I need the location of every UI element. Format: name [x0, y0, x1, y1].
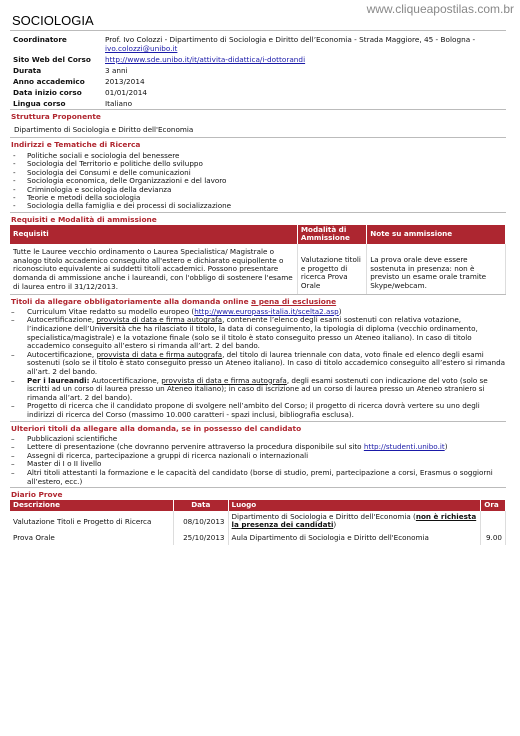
section-header-struttura: Struttura Proponente [10, 109, 506, 122]
document [10, 13, 506, 545]
col-ora: Ora [481, 500, 506, 511]
cell-data: 25/10/2013 [174, 532, 229, 545]
studenti-link[interactable]: http://studenti.unibo.it [363, 442, 445, 452]
section-header-ulteriori: Ulteriori titoli da allegare alla domanda, se in possesso del candidato [10, 421, 506, 434]
item-text: ) [338, 306, 342, 316]
col-modalita: Modalità di Ammissione [297, 225, 366, 244]
requisiti-table [10, 225, 506, 294]
list-item: - Sociologia del Territorio e politiche dello sviluppo [10, 160, 506, 168]
item-text: Curriculum Vitae redatto su modello europeo ( [27, 306, 195, 316]
item-text: , contenente l’elenco degli esami sostenuti con relativa votazione, l’indicazione dell’Università che ha rilasciato il titolo, la data di conseguimento, la tipologia di diploma (vecchio ordinamento, specialistica/magistrale) e la votazione finale (solo se il titolo è stato conseguito presso un Ateneo italiano). In caso di titolo accademico conseguito all’estero si rimanda all’art. 2 del bando. [27, 315, 478, 351]
col-note: Note su ammissione [367, 225, 506, 244]
info-value: 3 anni [105, 66, 128, 75]
list-item: – Altri titoli attestanti la formazione e le capacità del candidato (borse di studio, premi, partecipazione a corsi, Erasmus o soggiorni all’estero, ecc.) [10, 469, 506, 486]
item-text: Lettere di presentazione (che dovranno pervenire attraverso la procedura disponibile sul sito [27, 442, 364, 452]
item-bold: Per i laureandi: [27, 375, 90, 385]
list-item: – Progetto di ricerca che il candidato propone di svolgere nell’ambito del Corso; il progetto di ricerca dovrà vertere su uno degli indirizzi di ricerca del Corso (massimo 10.000 caratteri - spazi inclusi, bibliografia esclusa). [10, 402, 506, 419]
list-item: – Assegni di ricerca, partecipazione a gruppi di ricerca nazionali o internazionali [10, 452, 506, 461]
coordinatore-email-link[interactable]: ivo.colozzi@unibo.it [105, 44, 178, 53]
luogo-emphasis: non è richiesta la presenza dei candidati [231, 511, 477, 530]
col-requisiti: Requisiti [10, 225, 297, 244]
titoli-header-emphasis: a pena di esclusione [251, 296, 337, 306]
section-header-requisiti: Requisiti e Modalità di ammissione [10, 212, 506, 225]
cell-ora: 9.00 [481, 532, 506, 545]
cell-ora [481, 511, 506, 533]
table-header-row [10, 225, 506, 244]
info-row-sito [10, 54, 506, 65]
list-item [10, 377, 506, 403]
modalita-text: Valutazione titoli e progetto di ricerca Prova Orale [297, 244, 366, 294]
cell-luogo [228, 511, 481, 533]
requisiti-text: Tutte le Lauree vecchio ordinamento o Laurea Specialistica/ Magistrale o analogo titolo accademico conseguito all'estero e dichiarato equipollente o riconosciuto equivalente ai suddetti titoli accademici. Possono presentare domanda di ammissione anche i laureandi, con l'obbligo di sostenere l'esame di laurea entro il 31/12/2013. [10, 244, 297, 294]
item-text: Autocertificazione, [27, 315, 97, 325]
info-label: Durata [13, 66, 42, 75]
sito-web-link[interactable]: http://www.sde.unibo.it/it/attivita-didattica/i-dottorandi [105, 55, 306, 64]
info-label: Coordinatore [13, 35, 67, 44]
table-row [10, 244, 506, 294]
indirizzi-list [10, 150, 506, 212]
info-value: Italiano [105, 99, 133, 108]
info-value: 01/01/2014 [105, 88, 148, 97]
coordinatore-text: Prof. Ivo Colozzi - Dipartimento di Sociologia e Diritto dell’Economia - Strada Maggiore, 45 - Bologna - [105, 35, 476, 44]
table-row [10, 532, 506, 545]
item-text: ) [444, 442, 448, 452]
info-label: Sito Web del Corso [13, 55, 91, 64]
col-descrizione: Descrizione [10, 500, 174, 511]
section-header-titoli [10, 294, 506, 307]
section-header-indirizzi: Indirizzi e Tematiche di Ricerca [10, 137, 506, 150]
cell-data: 08/10/2013 [174, 511, 229, 533]
list-item: – Pubblicazioni scientifiche [10, 435, 506, 444]
course-info-table [10, 30, 506, 109]
list-item [10, 351, 506, 377]
item-text: Autocertificazione, [27, 349, 97, 359]
struttura-value: Dipartimento di Sociologia e Diritto dell'Economia [14, 125, 194, 134]
info-value [102, 54, 506, 65]
diario-table [10, 500, 506, 545]
titoli-list [10, 307, 506, 421]
page-title: SOCIOLOGIA [12, 13, 94, 28]
cell-descrizione: Prova Orale [10, 532, 174, 545]
col-data: Data [174, 500, 229, 511]
info-row-coordinatore [10, 31, 506, 55]
ulteriori-list [10, 434, 506, 488]
watermark: www.cliqueapostilas.com.br [366, 2, 514, 16]
note-text: La prova orale deve essere sostenuta in presenza: non è previsto un esame orale tramite Skype/webcam. [367, 244, 506, 294]
info-label: Data inizio corso [13, 88, 82, 97]
list-item: – Master di I o II livello [10, 460, 506, 469]
list-item: - Sociologia economica, delle Organizzazioni e del lavoro [10, 177, 506, 185]
list-item: - Politiche sociali e sociologia del benessere [10, 152, 506, 160]
col-luogo: Luogo [228, 500, 481, 511]
info-label: Lingua corso [13, 99, 66, 108]
list-item: - Teorie e metodi della sociologia [10, 194, 506, 202]
info-label: Anno accademico [13, 77, 85, 86]
item-underlined: provvista di data e firma autografa [96, 315, 223, 325]
list-item [10, 316, 506, 350]
info-value [102, 31, 506, 55]
luogo-text: Dipartimento di Sociologia e Diritto dell'Economia ( [231, 511, 416, 521]
list-item: - Sociologia dei Consumi e delle comunicazioni [10, 169, 506, 177]
cell-luogo: Aula Dipartimento di Sociologia e Diritto dell'Economia [228, 532, 481, 545]
info-row-data [10, 87, 506, 98]
table-header-row [10, 500, 506, 511]
item-text: , del titolo di laurea triennale con data, voto finale ed elenco degli esami sostenuti (solo se il titolo è stato conseguito presso un Ateneo italiano). In caso di titolo accademico conseguito all’estero si rimanda all’art. 2 del bando. [27, 349, 506, 376]
list-item: - Criminologia e sociologia della devianza [10, 186, 506, 194]
info-row-durata [10, 65, 506, 76]
item-text: , degli esami sostenuti con indicazione del voto (solo se iscritti ad un corso di laurea presso un Ateneo italiano); in caso di iscrizione ad un corso di laurea presso un Ateneo straniero si rimanda all’art. 2 del bando). [27, 375, 488, 402]
europass-link[interactable]: http://www.europass-italia.it/scelta2.asp [194, 306, 339, 316]
info-row-anno [10, 76, 506, 87]
cell-descrizione: Valutazione Titoli e Progetto di Ricerca [10, 511, 174, 533]
titoli-header-text: Titoli da allegare obbligatoriamente alla domanda online [11, 296, 249, 306]
item-underlined: provvista di data e firma autografa [161, 375, 287, 385]
table-row [10, 511, 506, 533]
section-header-diario: Diario Prove [10, 487, 506, 500]
list-item: - Sociologia della famiglia e dei processi di socializzazione [10, 202, 506, 210]
info-row-lingua [10, 98, 506, 109]
luogo-text: ) [333, 520, 337, 530]
info-value: 2013/2014 [105, 77, 145, 86]
item-text: Autocertificazione, [89, 375, 162, 385]
item-underlined: provvista di data e firma autografa [96, 349, 223, 359]
